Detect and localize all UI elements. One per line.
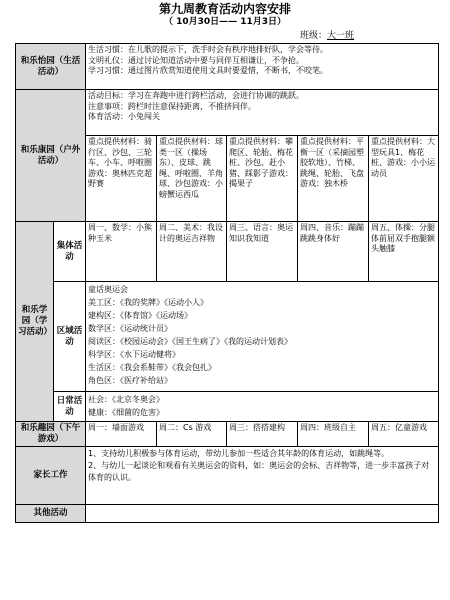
daily-content <box>86 392 439 422</box>
row-games <box>16 422 439 447</box>
family-line: 1、支持幼儿积极参与体育运动，带幼儿参加一些适合其年龄的体育运动，如跳绳等。 <box>88 449 390 458</box>
daily-line: 健康：《细菌的危害》 <box>88 408 165 417</box>
group-day-4: 周四、音乐：蹦蹦跳跳身体好 <box>298 222 369 282</box>
class-value: 大一班 <box>327 31 355 41</box>
family-label: 家长工作 <box>16 447 86 505</box>
learning-label: 和乐学园（学习活动） <box>16 222 54 422</box>
health-line: 注意事项：跨栏时注意保持距离，不推挤同伴。 <box>88 101 257 111</box>
health-area-5: 重点提供材料：大型玩具1、梅花桩、游戏：小小运动员 <box>369 136 439 222</box>
area-line: 科学区：《水下运动健将》 <box>88 350 181 359</box>
games-day-5: 周五：亿童游戏 <box>369 422 439 447</box>
row-family <box>16 447 439 505</box>
other-content <box>86 505 439 523</box>
life-label: 和乐怡园（生活活动） <box>16 44 86 90</box>
area-line: 角色区：《医疗补给站》 <box>88 376 173 385</box>
health-area-3: 重点提供材料：攀爬区、轮胎、梅花桩、沙包、赶小猪、踩影子游戏：揭果子 <box>227 136 298 222</box>
life-content <box>86 44 439 90</box>
area-content <box>86 282 439 392</box>
games-day-1: 周一：墙面游戏 <box>86 422 157 447</box>
health-area-1: 重点提供材料：骑行区、沙包、三轮车、小车、呼啦圈游戏：奥林匹克超野赛 <box>86 136 157 222</box>
row-learning-area <box>16 282 439 392</box>
games-day-3: 周三：搭搭建构 <box>227 422 298 447</box>
games-day-2: 周二：Cs 游戏 <box>157 422 227 447</box>
games-label: 和乐趣园（下午游戏） <box>16 422 86 447</box>
health-line: 活动目标：学习在奔跑中进行跨栏活动，会进行协调的跳跃。 <box>88 91 305 100</box>
daily-label: 日常活动 <box>54 392 86 422</box>
life-line: 文明礼仪：通过讨论知道活动中要与同伴互相谦让，不争抢。 <box>88 55 305 65</box>
date-range: （ 10月30日—— 11月3日） <box>163 17 287 27</box>
area-line: 生活区：《我会系鞋带》《我会包扎》 <box>88 363 217 372</box>
area-line: 阅读区：《校园运动会》《国王生病了》《我的运动计划表》 <box>88 337 293 346</box>
family-line: 2、与幼儿一起谈论和观看有关奥运会的资料，如：奥运会的会标、吉祥物等，进一步丰富孩子对体育的认识。 <box>88 461 430 482</box>
health-area-4: 重点提供材料：平衡一区（采摘园塑胶软地）、竹梯、跳绳、轮胎、飞盘游戏：独木桥 <box>298 136 369 222</box>
row-life <box>16 44 439 90</box>
health-goals <box>86 90 439 136</box>
row-other <box>16 505 439 523</box>
class-line <box>300 31 354 42</box>
health-line: 体育活动：小兔闯关 <box>88 112 161 121</box>
group-day-3: 周三、语言：奥运知识我知道 <box>227 222 298 282</box>
area-line: 建构区：《体育馆》《运动场》 <box>88 311 193 320</box>
schedule-table <box>15 43 439 523</box>
games-day-4: 周四：班级自主 <box>298 422 369 447</box>
class-label: 班级： <box>300 31 328 41</box>
group-day-5: 周五、体操：分腿体前屈双手抱腿额头触膝 <box>369 222 439 282</box>
area-label: 区域活动 <box>54 282 86 392</box>
row-health-goals <box>16 90 439 136</box>
daily-line: 社会：《北京冬奥会》 <box>88 395 165 404</box>
health-label: 和乐康园（户外活动） <box>16 90 86 222</box>
group-label: 集体活动 <box>54 222 86 282</box>
life-line: 学习习惯：通过图片欣赏知道使用文具时要爱惜，不断书，不咬笔。 <box>88 66 329 75</box>
row-learning-group <box>16 222 439 282</box>
other-label: 其他活动 <box>16 505 86 523</box>
area-line: 童话奥运会 <box>88 285 129 294</box>
area-line: 数学区：《运动统计员》 <box>88 324 173 333</box>
group-day-1: 周一、数学：小熊种玉米 <box>86 222 157 282</box>
row-learning-daily <box>16 392 439 422</box>
health-area-2: 重点提供材料：球类一区（操场东）、皮球、跳绳、呼啦圈、羊角球、沙包游戏：小螃蟹运西瓜 <box>157 136 227 222</box>
area-line: 美工区：《我的奖牌》《运动小人》 <box>88 298 209 307</box>
family-content <box>86 447 439 505</box>
group-day-2: 周二、美术：我设计的奥运吉祥物 <box>157 222 227 282</box>
page-title: 第九周教育活动内容安排 <box>158 2 291 16</box>
life-line: 生活习惯：在儿歌的提示下，洗手时会有秩序地排好队，学会等待。 <box>88 45 329 54</box>
